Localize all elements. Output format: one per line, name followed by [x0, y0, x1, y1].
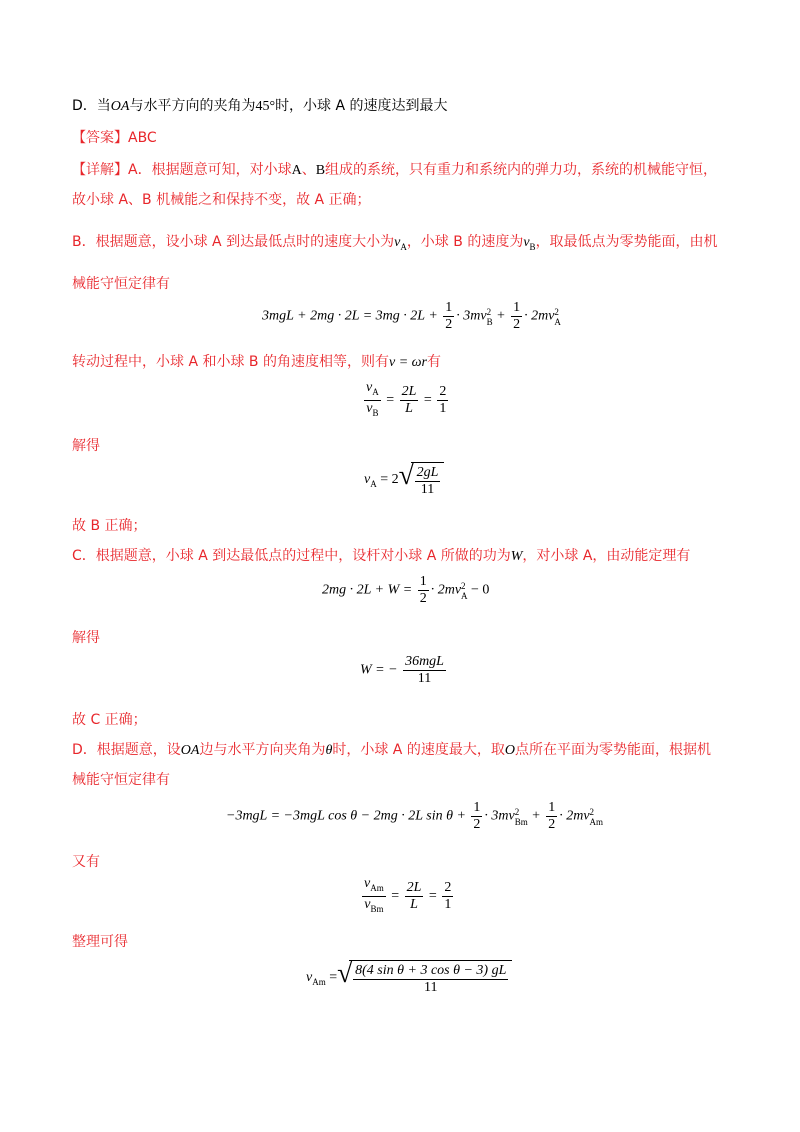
eq-c1-frac: [418, 574, 429, 607]
detail-d-theta: θ: [325, 743, 333, 758]
eq-c1-tail: − 0: [471, 582, 490, 598]
eq-b1-frac1-num: 1: [445, 300, 453, 315]
detail-d-pre: D．根据题意，设: [72, 742, 181, 758]
detail-a-sep: 、: [301, 162, 316, 178]
eq-d-ratio-frac1: [362, 876, 386, 917]
eq-d-res-den: 11: [424, 980, 438, 995]
option-d-mid: 与水平方向的夹角为: [129, 98, 256, 114]
eq-b-res-v: v: [364, 472, 371, 488]
eq-d1-mid2: · 2mv: [559, 808, 590, 824]
eq-c-res-num: 36mgL: [405, 654, 444, 669]
eq-d-ratio-frac3: [442, 880, 453, 913]
eq-d1-frac1-num: 1: [473, 800, 481, 815]
eq-d-ratio-num-v: v: [364, 876, 371, 891]
eq-b-res-eq: = 2: [380, 472, 399, 488]
eq-b1-frac1-den: 2: [445, 317, 453, 332]
detail-a-tail: 组成的系统，只有重力和系统内的弹力功，系统的机械能守恒，: [325, 162, 718, 178]
detail-d-line1: [72, 740, 740, 761]
detail-a-line2: 故小球 A、B 机械能之和保持不变，故 A 正确；: [72, 192, 371, 208]
detail-c-tail: ，对小球 A，由动能定理有: [522, 548, 691, 564]
detail-b-vA-sub: A: [400, 241, 407, 252]
eq-c1-frac-den: 2: [419, 591, 427, 606]
eq-d-ratio-den: [362, 897, 386, 917]
detail-a-line1: [72, 160, 740, 181]
detail-b-line2: 械能守恒定律有: [72, 276, 170, 292]
eq-b1-frac1: [443, 300, 454, 333]
detail-b-line3-pre: 转动过程中，小球 A 和小球 B 的角速度相等，则有: [72, 354, 389, 370]
eq-b-res-num: 2gL: [416, 465, 439, 480]
eq-b-ratio-num: [364, 380, 381, 401]
eq-d-res-sub: Am: [312, 977, 326, 988]
eq-b-res-sub: A: [370, 479, 377, 490]
eq-b1-sub2: A: [554, 316, 561, 327]
eq-b1-frac2-den: 2: [513, 317, 521, 332]
eq-d1-frac2-den: 2: [548, 817, 556, 832]
eq-c1-lhs: 2mg · 2L + W =: [322, 582, 413, 598]
eq-d-ratio-r-den: 1: [444, 896, 452, 912]
eq-b1-frac2-num: 1: [513, 300, 521, 315]
eq-d-ratio-mid-den: L: [410, 896, 418, 912]
detail-d-oa: OA: [180, 743, 200, 758]
detail-d-O: O: [504, 743, 515, 758]
eq-c-res-den: 11: [417, 671, 432, 686]
equation-d-ratio: $\frac{v_{Am}}{v_{Bm}}$ = $\frac{2L}{L}$ = $\frac{2}{1}$: [360, 876, 455, 917]
eq-d-ratio-den-v: v: [364, 896, 371, 912]
equation-b-result: [364, 462, 444, 498]
detail-c-pre: C．根据题意，小球 A 到达最低点的过程中，设杆对小球 A 所做的功为: [72, 548, 511, 564]
eq-b-ratio-den-v: v: [366, 400, 373, 416]
eq-d1-frac1: [471, 800, 482, 833]
option-d-suffix: 时，小球 A 的速度达到最大: [275, 98, 448, 114]
eq-d-res-v: v: [306, 970, 313, 986]
eq-d-ratio-frac2: [405, 880, 424, 913]
equation-b-ratio: $\frac{v_A}{v_B}$ = $\frac{2L}{L}$ = $\frac{2}{1}$: [362, 380, 450, 421]
detail-b-line3-tail: 有: [426, 354, 441, 370]
eq-c1-sub: A: [461, 590, 468, 601]
detail-a-text: A．根据题意可知，对小球: [128, 162, 292, 178]
option-d-angle: 45°: [255, 99, 276, 114]
eq-d1-frac1-den: 2: [473, 817, 481, 832]
answer-line: [72, 128, 740, 148]
eq-b-ratio-mid-num: 2L: [401, 383, 417, 399]
detail-b-ok: 故 B 正确；: [72, 518, 147, 534]
eq-d1-mid: · 3mv: [484, 808, 515, 824]
detail-b-line3: [72, 352, 740, 373]
eq-b-ratio-num-v: v: [366, 380, 373, 395]
eq-b-res-sqrt: √ $\frac{2gL}{11}$: [399, 462, 445, 498]
equation-c-result: [360, 654, 448, 687]
detail-d-mid2: 时，小球 A 的速度最大，取: [332, 742, 505, 758]
detail-b-vB-sub: B: [529, 241, 536, 252]
eq-d1-frac2: [546, 800, 557, 833]
eq-b-ratio-den: [364, 401, 381, 421]
eq-b-ratio-den-sub: B: [372, 407, 379, 418]
detail-d-mid: 边与水平方向夹角为: [199, 742, 326, 758]
eq-b1-lhs: 3mgL + 2mg · 2L = 3mg · 2L +: [262, 308, 438, 324]
detail-b-line1: [72, 232, 740, 257]
eq-d1-sq2: 2: [589, 806, 595, 817]
eq-c-res-lhs: W = −: [360, 662, 398, 678]
detail-d-tail: 点所在平面为零势能面，根据机: [514, 742, 711, 758]
eq-b-ratio-r-num: 2: [439, 383, 447, 399]
eq-b-ratio-num-sub: A: [372, 386, 379, 397]
eq-d-ratio-den-sub: Bm: [370, 903, 384, 914]
eq-b1-sq2: 2: [554, 306, 559, 317]
eq-b1-frac2: [511, 300, 522, 333]
detail-b-pre: B．根据题意，设小球 A 到达最低点时的速度大小为: [72, 234, 395, 250]
detail-c-W: W: [510, 549, 523, 564]
detail-b-vA: [394, 235, 407, 250]
eq-d1-plus: +: [531, 808, 541, 824]
eq-b1-mid2: · 2mv: [524, 308, 555, 324]
equation-b1: [262, 300, 561, 333]
option-d-oa: OA: [110, 99, 130, 114]
eq-d1-sq1: 2: [514, 806, 520, 817]
detail-c-jiede: 解得: [72, 630, 100, 646]
eq-b1-sub1: B: [486, 316, 493, 327]
detail-b-vA-v: v: [394, 235, 401, 250]
detail-b-vB: [523, 235, 535, 250]
eq-b-ratio-mid-den: L: [405, 400, 413, 416]
detail-d-line2: 械能守恒定律有: [72, 772, 170, 788]
answer-label: 【答案】: [72, 130, 128, 146]
eq-d-res-num: 8(4 sin θ + 3 cos θ − 3) gL: [355, 963, 507, 978]
eq-b-res-den: 11: [420, 482, 435, 497]
detail-b-mid: ，小球 B 的速度为: [406, 234, 524, 250]
eq-d-res-sqrt: √ $\frac{\text{8(4 sin θ + 3 cos θ − 3) gL}}{11}$: [337, 960, 512, 996]
eq-b-ratio-frac2: [400, 384, 419, 417]
eq-b1-sq1: 2: [486, 306, 492, 317]
eq-b1-plus: +: [496, 308, 506, 324]
eq-b-ratio-frac3: [437, 384, 448, 417]
eq-c1-frac-num: 1: [419, 574, 427, 589]
eq-d1-lhs: −3mgL = −3mgL cos θ − 2mg · 2L sin θ +: [226, 808, 466, 824]
detail-d-youyou: 又有: [72, 854, 100, 870]
eq-c1-mid: · 2mv: [430, 582, 462, 598]
detail-d-zhengli: 整理可得: [72, 934, 128, 950]
eq-d1-sub2: Am: [589, 816, 604, 827]
detail-a-B: B: [315, 163, 326, 178]
eq-c1-sq: 2: [461, 580, 466, 591]
detail-c-ok: 故 C 正确；: [72, 712, 147, 728]
detail-b-vB-v: v: [523, 235, 530, 250]
equation-d1: [226, 800, 603, 833]
eq-d-ratio-num: [362, 876, 386, 897]
equation-c1: [322, 574, 489, 607]
detail-b-jiede: 解得: [72, 438, 100, 454]
eq-c-res-frac: [403, 654, 446, 687]
detail-label: 【详解】: [72, 162, 128, 178]
eq-d1-sub1: Bm: [514, 816, 528, 827]
eq-d-ratio-num-sub: Am: [370, 882, 384, 893]
equation-d-result: $v_{Am}$ = √ $\frac{\text{8(4 sin θ + 3 cos θ − 3) gL}}{11}$: [306, 960, 512, 996]
option-d-prefix: D．当: [72, 98, 111, 114]
eq-d-ratio-mid-num: 2L: [406, 879, 422, 895]
option-d: [72, 96, 740, 117]
detail-a-A: A: [291, 163, 302, 178]
eq-d-ratio-r-num: 2: [444, 879, 452, 895]
eq-b1-mid: · 3mv: [456, 308, 487, 324]
eq-d1-frac2-num: 1: [548, 800, 556, 815]
eq-b-ratio-r-den: 1: [439, 400, 447, 416]
eq-b-ratio-frac1: [364, 380, 381, 421]
detail-b-tail: ，取最低点为零势能面，由机: [535, 234, 718, 250]
answer-value: ABC: [128, 130, 157, 146]
detail-b-line3-eq: v = ωr: [388, 355, 427, 370]
detail-c-line1: [72, 546, 740, 567]
